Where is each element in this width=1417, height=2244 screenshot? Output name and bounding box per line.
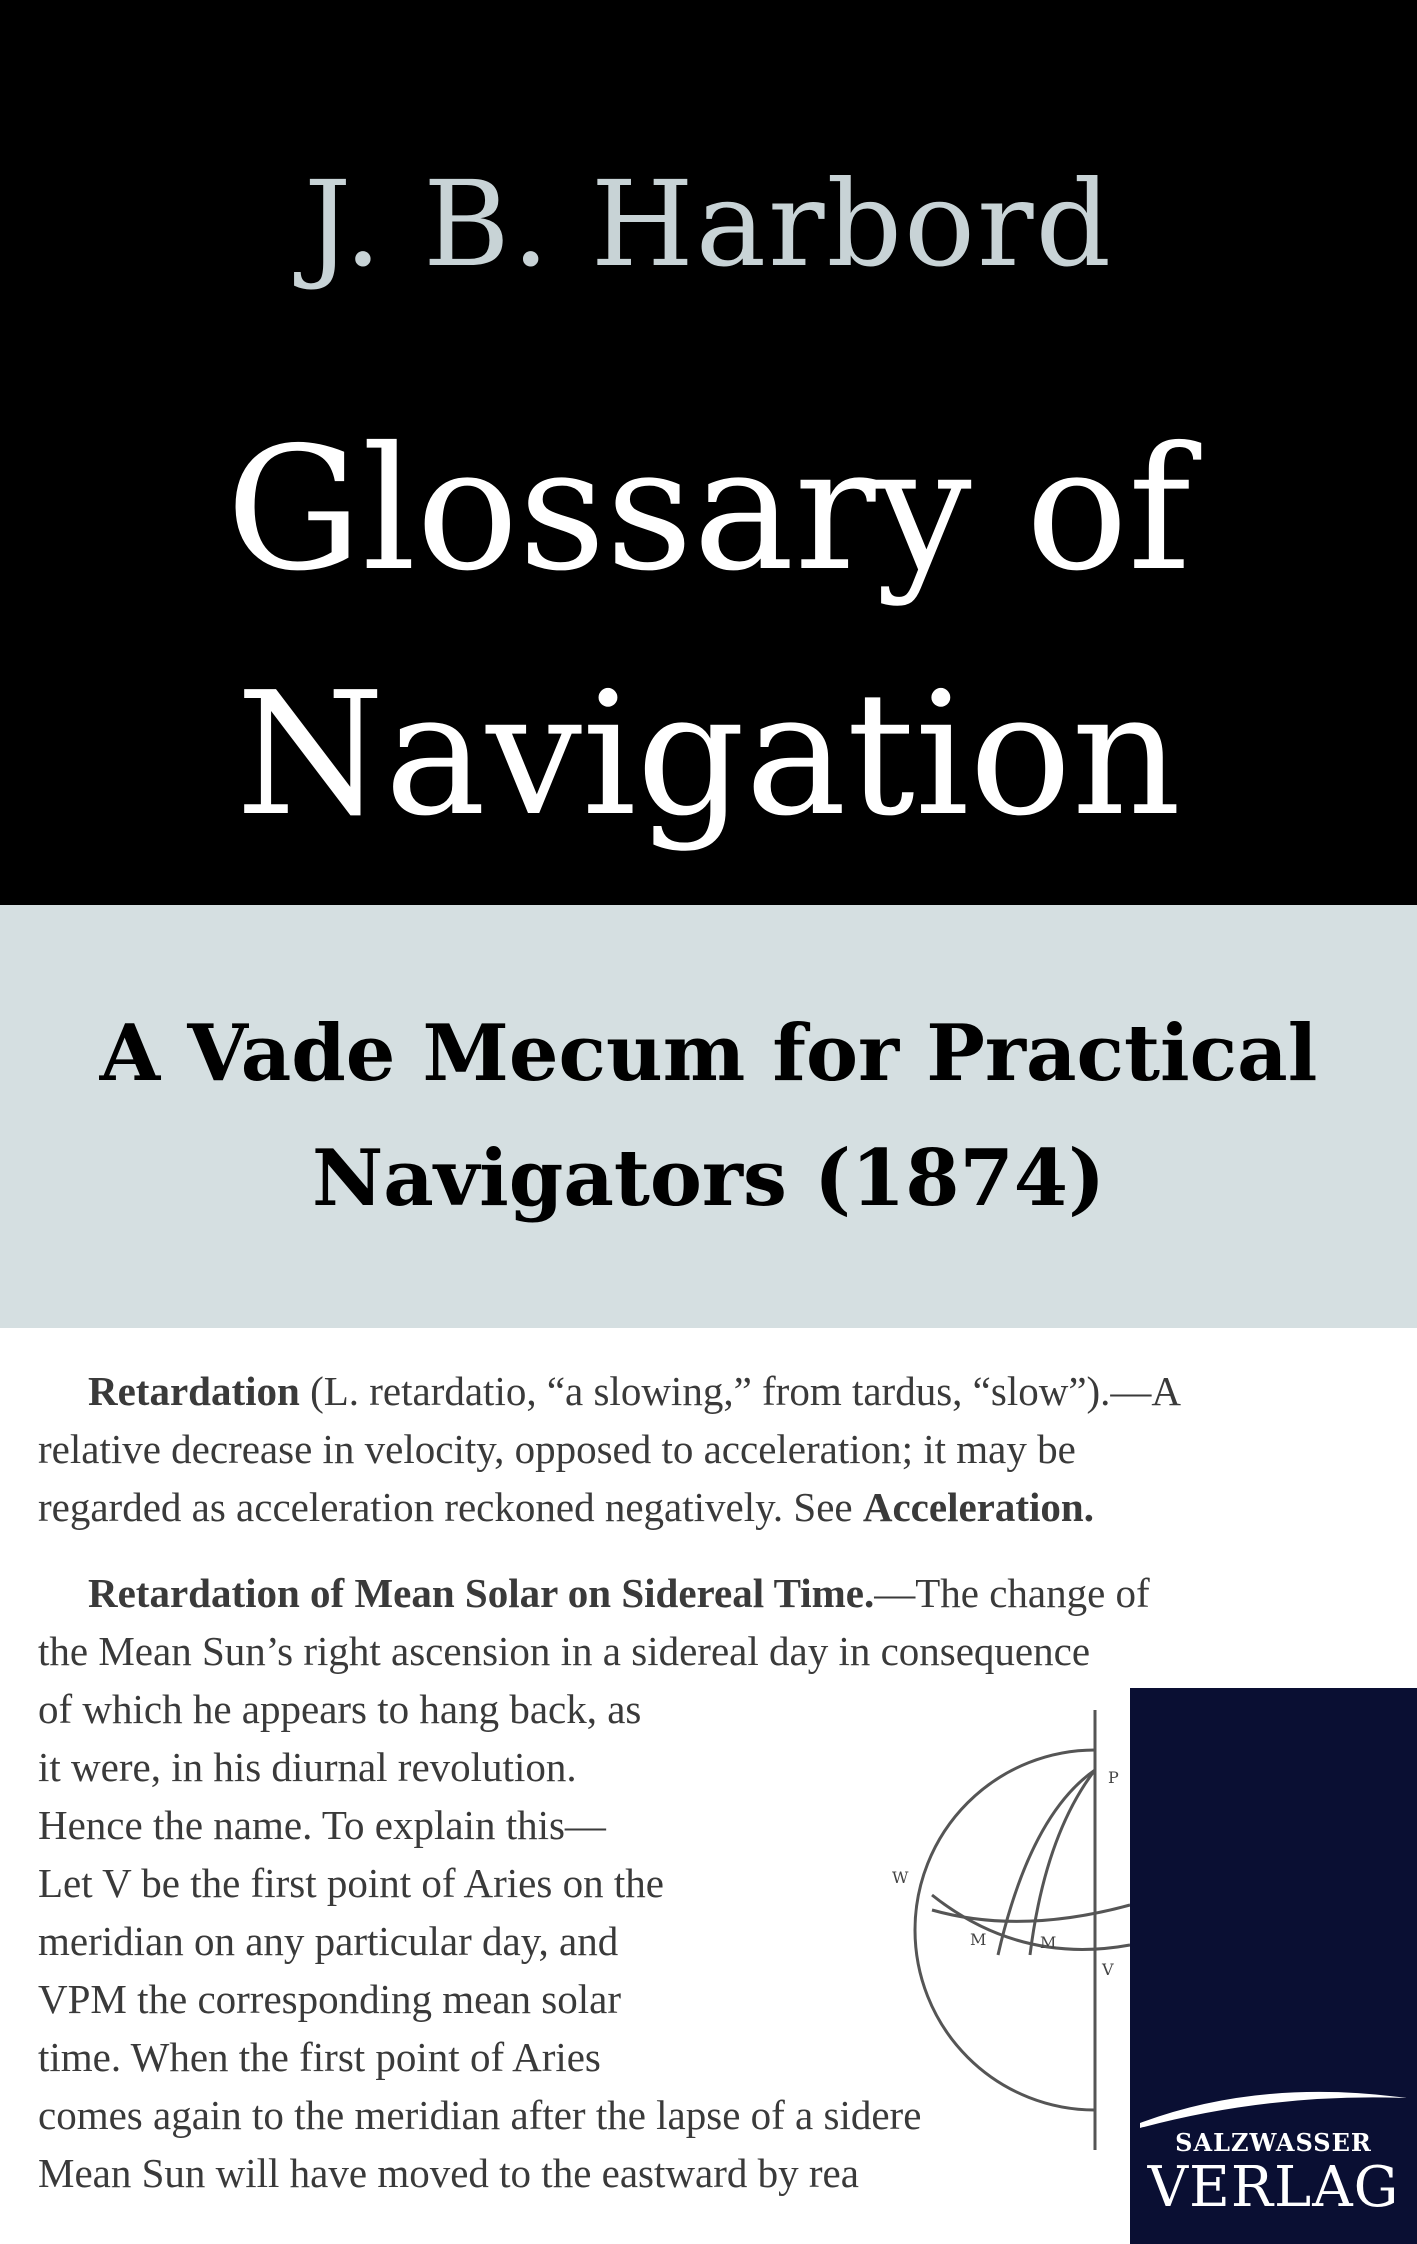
title-panel — [0, 0, 1417, 905]
publisher-logo — [1130, 1688, 1417, 2244]
entry1-line3 — [38, 1484, 1094, 1530]
entry2-line1 — [88, 1570, 1150, 1616]
publisher-name-bottom: VERLAG — [1147, 2155, 1400, 2220]
entry1-term: Retardation — [88, 1368, 300, 1414]
entry2-line10: comes again to the meridian after the lapse of a sidere — [38, 2092, 922, 2138]
hour-circle-2 — [1030, 1770, 1095, 1955]
entry1-see-also: Acceleration. — [862, 1484, 1094, 1530]
label-p: P — [1108, 1768, 1119, 1787]
celestial-sphere-diagram — [880, 1705, 1140, 2155]
entry1-line1 — [88, 1368, 1182, 1414]
swoosh-icon — [1140, 2083, 1407, 2128]
entry2-line5: Hence the name. To explain this— — [38, 1802, 606, 1848]
entry2-text1: —The change of — [874, 1570, 1150, 1616]
entry2-line7: meridian on any particular day, and — [38, 1918, 619, 1964]
entry2-line8: VPM the corresponding mean solar — [38, 1976, 621, 2022]
publisher-name-top: SALZWASSER — [1175, 2128, 1372, 2157]
entry2-line4: it were, in his diurnal revolution. — [38, 1744, 577, 1790]
book-title-line-1: Glossary of — [226, 411, 1191, 609]
book-title-line-2: Navigation — [235, 656, 1182, 854]
ecliptic-arc — [932, 1905, 1130, 1921]
label-v: V — [1102, 1960, 1114, 1979]
subtitle-band — [0, 905, 1417, 1328]
label-m1: M — [970, 1930, 987, 1949]
entry1-text3: regarded as acceleration reckoned negatively. See — [38, 1484, 863, 1530]
entry2-line9: time. When the first point of Aries — [38, 2034, 601, 2080]
entry1-line2: relative decrease in velocity, opposed to acceleration; it may be — [38, 1426, 1076, 1472]
subtitle-line-1: A Vade Mecum for Practical — [99, 1008, 1318, 1099]
subtitle-line-2: Navigators (1874) — [312, 1133, 1105, 1224]
hour-circle-1 — [998, 1770, 1095, 1955]
author-name: J. B. Harbord — [303, 155, 1114, 293]
entry2-line3: of which he appears to hang back, as — [38, 1686, 642, 1732]
entry2-line2: the Mean Sun’s right ascension in a sidereal day in consequence — [38, 1628, 1091, 1674]
entry2-term: Retardation of Mean Solar on Sidereal Time. — [88, 1570, 875, 1616]
label-m2: M — [1040, 1933, 1057, 1952]
entry2-line11: Mean Sun will have moved to the eastward by rea — [38, 2150, 859, 2196]
entry2-line6: Let V be the first point of Aries on the — [38, 1860, 664, 1906]
entry1-text1: (L. retardatio, “a slowing,” from tardus, “slow”).—A — [299, 1368, 1182, 1414]
label-w: W — [892, 1868, 909, 1887]
